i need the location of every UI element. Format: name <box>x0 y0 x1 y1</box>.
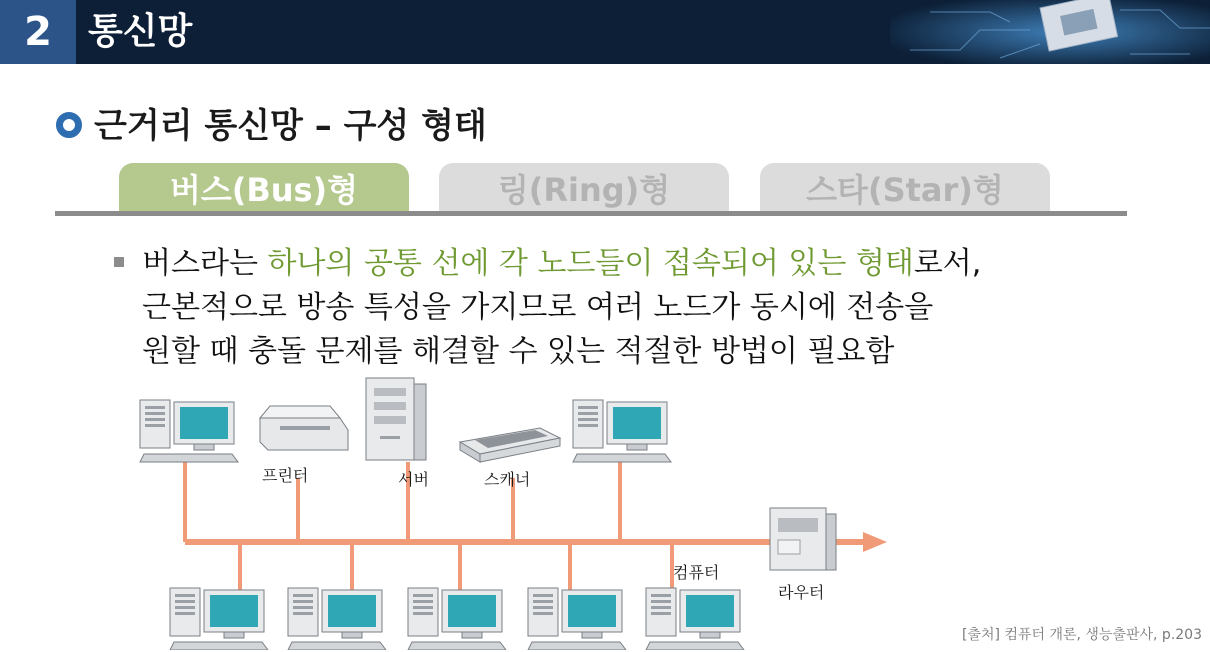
tab-ring[interactable]: 링(Ring)형 <box>439 163 729 212</box>
printer-icon <box>260 406 348 450</box>
scanner-label: 스캐너 <box>484 470 531 489</box>
source-citation: [출처] 컴퓨터 개론, 생능출판사, p.203 <box>962 627 1202 643</box>
computer-icon <box>528 588 626 650</box>
para-line3: 원할 때 충돌 문제를 해결할 수 있는 적절한 방법이 필요함 <box>142 334 895 369</box>
circuit-chip-graphic <box>890 0 1210 64</box>
computer-icon <box>573 400 671 462</box>
tab-star[interactable]: 스타(Star)형 <box>760 163 1050 212</box>
slide-title: 통신망 <box>88 11 193 52</box>
tab-bus[interactable]: 버스(Bus)형 <box>119 163 409 212</box>
para-tail: 로서, <box>913 246 982 281</box>
scanner-icon <box>460 428 560 462</box>
description-paragraph <box>142 242 1162 374</box>
para-highlight: 하나의 공통 선에 각 노드들이 접속되어 있는 형태 <box>267 246 914 281</box>
computer-icon <box>140 400 238 462</box>
section-heading <box>56 98 487 147</box>
section-heading-text: 근거리 통신망 – 구성 형태 <box>94 106 487 146</box>
tab-underline <box>55 211 1127 216</box>
computer-icon <box>170 588 268 650</box>
circle-bullet-icon <box>56 112 82 138</box>
section-number: 2 <box>0 0 76 64</box>
computer-label: 컴퓨터 <box>673 563 720 582</box>
bus-topology-diagram <box>130 370 910 650</box>
square-bullet-icon <box>114 257 124 267</box>
server-label: 서버 <box>398 470 429 489</box>
computer-icon <box>288 588 386 650</box>
computer-icon <box>646 588 744 650</box>
para-lead: 버스라는 <box>142 246 268 281</box>
printer-label: 프린터 <box>262 466 309 485</box>
para-line2: 근본적으로 방송 특성을 가지므로 여러 노드가 동시에 전송을 <box>142 290 934 325</box>
router-icon <box>770 508 836 570</box>
router-label: 라우터 <box>778 583 825 602</box>
computer-icon <box>408 588 506 650</box>
slide-header <box>0 0 1210 64</box>
server-icon <box>366 378 426 460</box>
